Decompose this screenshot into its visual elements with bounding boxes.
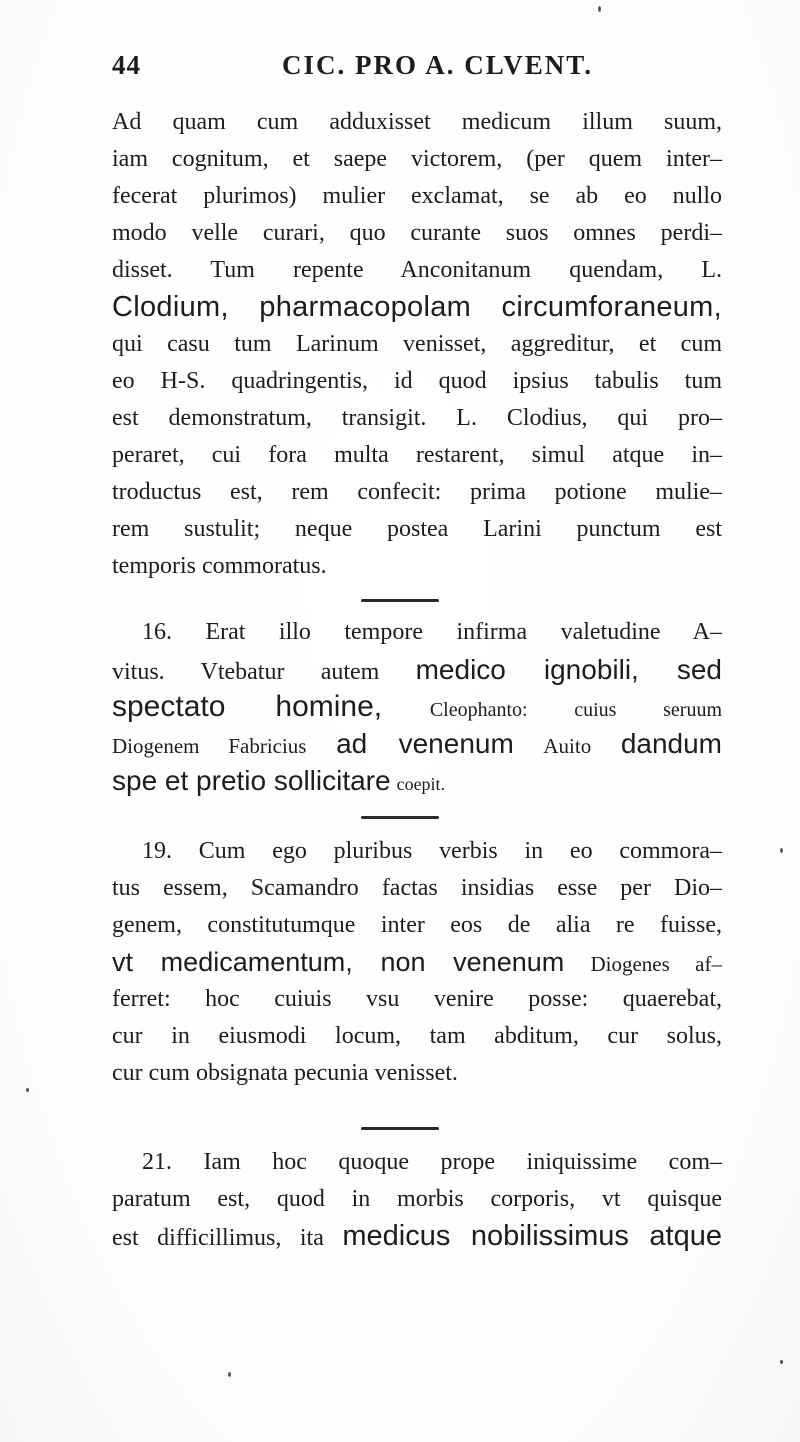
paper-speck [228, 1372, 231, 1377]
text-line: troductus est, rem confecit: prima potione mulie– [112, 479, 722, 505]
text-line: disset. Tum repente Anconitanum quendam, L. [112, 257, 722, 283]
text-line: ferret: hoc cuiuis vsu venire posse: quaerebat, [112, 986, 722, 1012]
text-line: cur cum obsignata pecunia venisset. [112, 1060, 458, 1086]
paragraph-4 [112, 1144, 722, 1255]
text-line [112, 762, 722, 799]
text-line: 19. Cum ego pluribus verbis in eo commora– [142, 838, 722, 864]
text-run: coepit. [396, 774, 446, 794]
text-line: tus essem, Scamandro factas insidias esse per Dio– [112, 875, 722, 901]
text-line: 21. Iam hoc quoque prope iniquissime com– [142, 1149, 722, 1175]
text-run: dandum [620, 728, 722, 759]
page-header [112, 50, 722, 90]
text-run: est difficillimus, ita [112, 1225, 324, 1251]
text-line: rem sustulit; neque postea Larini punctum est [112, 516, 722, 542]
text-line: peraret, cui fora multa restarent, simul atque in– [112, 442, 722, 468]
text-run: Diogenes af– [590, 952, 722, 976]
paragraph-2 [112, 614, 722, 799]
text-line [112, 651, 722, 688]
text-line: qui casu tum Larinum venisset, aggreditur, et cum [112, 331, 722, 357]
text-line [112, 1218, 722, 1255]
text-line: modo velle curari, quo curante suos omnes perdi– [112, 220, 722, 246]
page-number: 44 [112, 50, 141, 80]
text-run: medico ignobili, sed [415, 654, 722, 685]
text-run: Auito [543, 734, 592, 758]
section-divider [361, 816, 439, 819]
running-head: CIC. PRO A. CLVENT. [282, 50, 594, 80]
text-line [112, 688, 722, 725]
text-line: eo H-S. quadringentis, id quod ipsius tabulis tum [112, 368, 722, 394]
text-line: paratum est, quod in morbis corporis, vt quisque [112, 1186, 722, 1212]
section-divider [361, 599, 439, 602]
text-run: spectato homine, [112, 690, 383, 723]
text-run: spe et pretio sollicitare [112, 765, 391, 796]
text-line: est demonstratum, transigit. L. Clodius, qui pro– [112, 405, 722, 431]
paper-speck [26, 1088, 29, 1092]
text-line: fecerat plurimos) mulier exclamat, se ab eo nullo [112, 183, 722, 209]
text-line: cur in eiusmodi locum, tam abditum, cur solus, [112, 1023, 722, 1049]
section-divider [361, 1127, 439, 1130]
text-line: Ad quam cum adduxisset medicum illum suum, [112, 109, 722, 135]
text-line: iam cognitum, et saepe victorem, (per quem inter– [112, 146, 722, 172]
paper-speck [780, 1360, 783, 1364]
text-line: Clodium, pharmacopolam circumforaneum, [112, 291, 722, 323]
text-line [112, 725, 722, 762]
paper-speck [780, 848, 783, 853]
text-line: genem, constitutumque inter eos de alia re fuisse, [112, 912, 722, 938]
text-run: Diogenem Fabricius [112, 734, 307, 758]
text-line: temporis commoratus. [112, 553, 327, 579]
paragraph-3 [112, 833, 722, 1092]
text-run: ad venenum [336, 728, 514, 759]
text-run: Cleophanto: cuius seruum [429, 699, 722, 721]
text-run: vt medicamentum, non venenum [112, 947, 565, 977]
text-run: medicus nobilissimus atque [342, 1220, 722, 1252]
text-line: 16. Erat illo tempore infirma valetudine A– [142, 619, 722, 645]
paper-speck [598, 6, 601, 12]
paragraph-1 [112, 104, 722, 585]
text-line [112, 944, 722, 981]
text-run: vitus. Vtebatur autem [112, 659, 380, 685]
